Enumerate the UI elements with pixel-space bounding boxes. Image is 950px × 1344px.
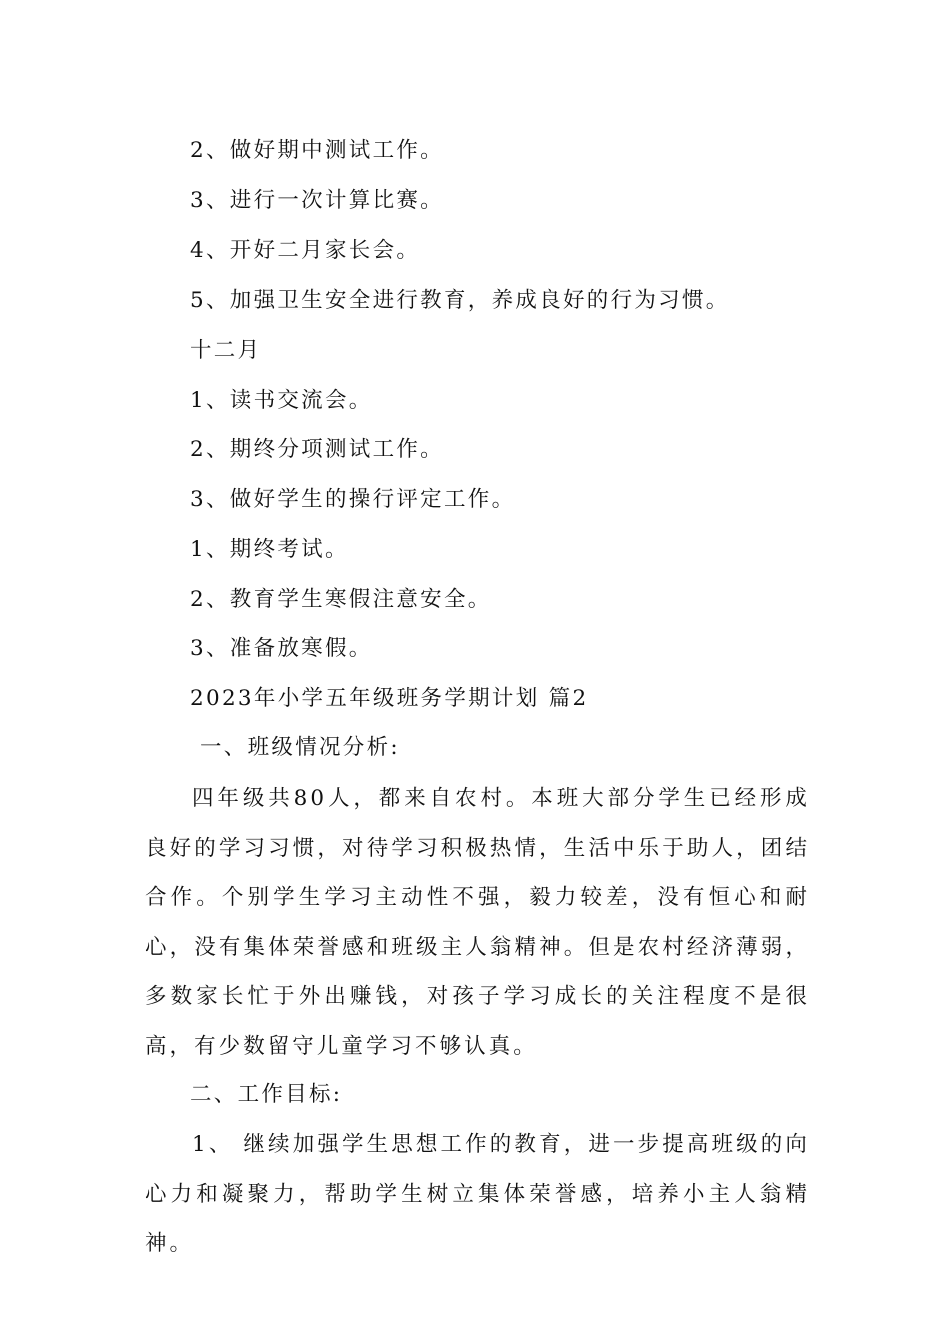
list-item: 1、读书交流会。	[190, 388, 373, 413]
list-item: 1、期终考试。	[190, 537, 349, 562]
section-heading: 二、工作目标:	[190, 1082, 343, 1107]
list-item: 3、进行一次计算比赛。	[190, 188, 444, 213]
list-item: 5、加强卫生安全进行教育，养成良好的行为习惯。	[190, 288, 730, 313]
list-item: 2、教育学生寒假注意安全。	[190, 587, 492, 612]
list-item: 3、做好学生的操行评定工作。	[190, 487, 516, 512]
section-heading: 一、班级情况分析:	[200, 735, 400, 760]
section-paragraph: 1、 继续加强学生思想工作的教育，进一步提高班级的向心力和凝聚力，帮助学生树立集体荣誉感，培养小主人翁精神。	[145, 1132, 810, 1256]
list-item: 4、开好二月家长会。	[190, 238, 421, 263]
list-item: 2、做好期中测试工作。	[190, 138, 444, 163]
section-paragraph: 四年级共80人，都来自农村。本班大部分学生已经形成良好的学习习惯，对待学习积极热情，生活中乐于助人，团结合作。个别学生学习主动性不强，毅力较差，没有恒心和耐心，没有集体荣誉感和班级主人翁精神。但是农村经济薄弱，多数家长忙于外出赚钱，对孩子学习成长的关注程度不是很高，有少数留守儿童学习不够认真。	[145, 786, 810, 1059]
month-heading: 十二月	[190, 338, 262, 363]
list-item: 2、期终分项测试工作。	[190, 437, 444, 462]
document-title: 2023年小学五年级班务学期计划 篇2	[190, 686, 589, 711]
list-item: 3、准备放寒假。	[190, 636, 373, 661]
